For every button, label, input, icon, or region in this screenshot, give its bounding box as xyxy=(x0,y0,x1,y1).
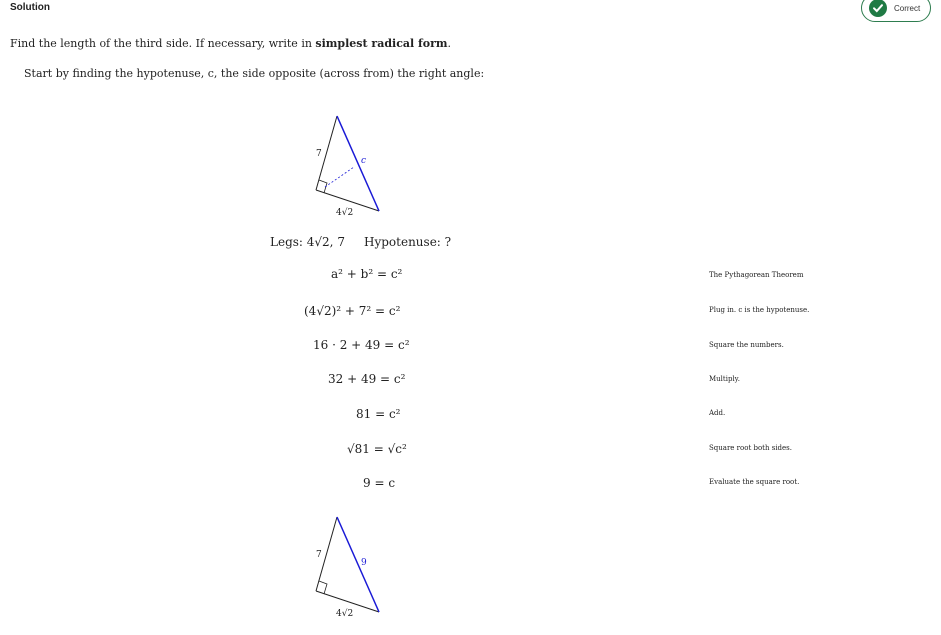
equation-step-2: (4√2)² + 7² = c² xyxy=(304,304,401,318)
triangle-diagram-bottom xyxy=(300,506,400,621)
equation-step-4: 32 + 49 = c² xyxy=(328,372,406,386)
label-leg-7: 7 xyxy=(316,149,322,159)
note-step-4: Multiply. xyxy=(709,375,740,383)
note-step-1: The Pythagorean Theorem xyxy=(709,271,804,279)
note-step-2: Plug in. c is the hypotenuse. xyxy=(709,306,810,314)
hypotenuse xyxy=(337,116,379,211)
equation-step-5: 81 = c² xyxy=(356,407,401,421)
altitude-dashed xyxy=(325,167,354,187)
label-leg-7-bottom: 7 xyxy=(316,550,322,560)
label-hypotenuse-bottom: 9 xyxy=(361,558,367,568)
hypotenuse-summary: Hypotenuse: ? xyxy=(364,235,452,249)
check-icon xyxy=(869,0,887,17)
equation-step-6: √81 = √c² xyxy=(347,442,407,456)
hypotenuse xyxy=(337,517,379,612)
page-title: Solution xyxy=(10,2,50,13)
correct-badge xyxy=(861,0,931,22)
legs-summary: Legs: 4√2, 7 xyxy=(270,235,345,249)
label-leg-4root2-bottom: 4√2 xyxy=(336,609,354,619)
note-step-5: Add. xyxy=(709,409,726,417)
note-step-6: Square root both sides. xyxy=(709,444,792,452)
label-hypotenuse: c xyxy=(361,156,367,166)
badge-label: Correct xyxy=(894,3,921,13)
equation-step-7: 9 = c xyxy=(363,476,396,490)
label-leg-4root2: 4√2 xyxy=(336,208,354,218)
note-step-3: Square the numbers. xyxy=(709,341,784,349)
problem-prompt: Find the length of the third side. If necessary, write in simplest radical form. xyxy=(10,37,452,50)
hint-text: Start by finding the hypotenuse, c, the side opposite (across from) the right angle: xyxy=(24,67,485,80)
equation-step-3: 16 · 2 + 49 = c² xyxy=(313,338,410,352)
note-step-7: Evaluate the square root. xyxy=(709,478,800,486)
equation-step-1: a² + b² = c² xyxy=(331,267,403,281)
triangle-diagram-top xyxy=(300,105,400,220)
